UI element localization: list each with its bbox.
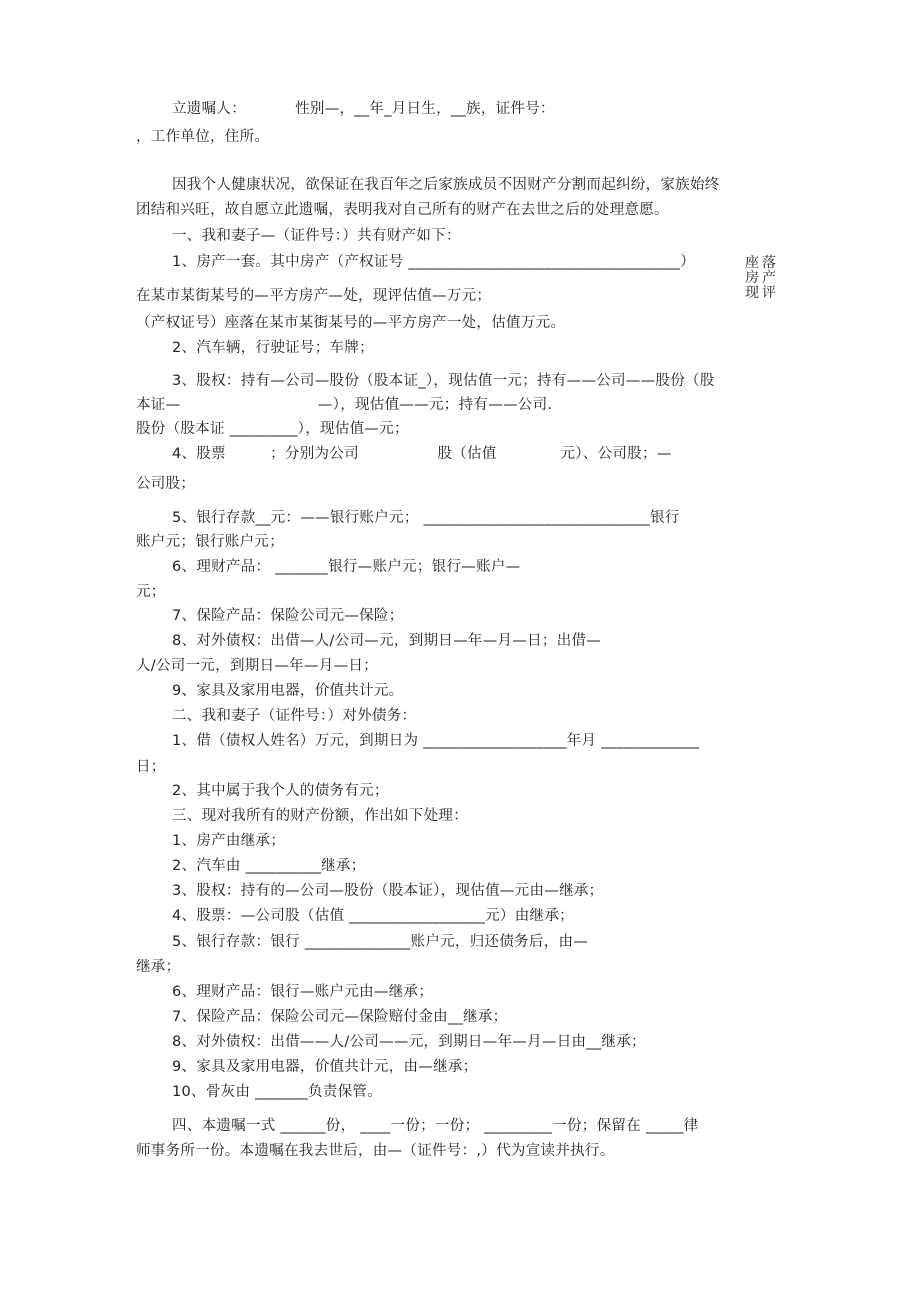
- item-2-1-cont: 日；: [136, 759, 166, 775]
- section-3-heading: 三、现对我所有的财产份额，作出如下处理：: [172, 808, 468, 824]
- intro-paragraph-cont: 团结和兴旺，故自愿立此遗嘱，表明我对自己所有的财产在去世之后的处理意愿。: [136, 202, 669, 218]
- item-3-8: 8、对外债权：出借——人/公司——元，到期日—年—月—日由__继承；: [172, 1034, 646, 1050]
- item-3-10: 10、骨灰由 _______负责保管。: [172, 1084, 383, 1100]
- item-3-4: 4、股票：—公司股（估值 __________________元）由继承；: [172, 908, 574, 924]
- item-1-8: 8、对外债权：出借—人/公司—元，到期日—年—月—日；出借—: [172, 633, 602, 649]
- item-2-2: 2、其中属于我个人的债务有元；: [172, 783, 389, 799]
- item-3-5: 5、银行存款：银行 ______________账户元，归还债务后，由—: [172, 934, 589, 950]
- item-1-9: 9、家具及家用电器，价值共计元。: [172, 683, 404, 699]
- section-2-heading: 二、我和妻子（证件号：）对外债务：: [172, 708, 417, 724]
- margin-note-line: 现评: [745, 285, 779, 301]
- section-4-paragraph-cont: 师事务所一份。本遗嘱在我去世后，由—（证件号：,）代为宣读并执行。: [136, 1143, 615, 1159]
- item-1-4: 4、股票 ；分别为公司 股（估值 元）、公司股；—: [172, 446, 672, 462]
- item-1-1-cont2: （产权证号）座落在某市某街某号的—平方房产一处，估值万元。: [136, 315, 566, 331]
- item-3-3: 3、股权：持有的—公司—股份（股本证），现估值—元由—继承；: [172, 883, 604, 899]
- item-1-3-cont: 本证— —），现估值——元；持有——公司.: [136, 397, 553, 413]
- margin-note-line: 座落: [745, 255, 779, 271]
- item-1-7: 7、保险产品：保险公司元—保险；: [172, 608, 404, 624]
- item-3-9: 9、家具及家用电器，价值共计元，由—继承；: [172, 1059, 478, 1075]
- item-3-1: 1、房产由继承；: [172, 833, 286, 849]
- item-2-1: 1、借（债权人姓名）万元，到期日为 ___________________年月 _____________: [172, 733, 700, 749]
- section-1-heading: 一、我和妻子—（证件号：）共有财产如下：: [172, 228, 461, 244]
- item-1-6-cont: 元；: [136, 584, 166, 600]
- item-1-8-cont: 人/公司一元，到期日—年—月—日；: [136, 658, 378, 674]
- item-1-5: 5、银行存款__元：——银行账户元； ______________________________银行: [172, 510, 680, 526]
- workplace-line: ，工作单位，住所。: [136, 129, 270, 145]
- item-3-7: 7、保险产品：保险公司元—保险赔付金由__继承；: [172, 1009, 508, 1025]
- item-1-1: 1、房产一套。其中房产（产权证号 ____________________________________）: [172, 254, 696, 270]
- margin-note-line: 房产: [745, 270, 779, 286]
- intro-paragraph: 因我个人健康状况，欲保证在我百年之后家族成员不因财产分割而起纠纷，家族始终: [172, 177, 720, 193]
- item-1-2: 2、汽车辆，行驶证号；车牌；: [172, 340, 374, 356]
- item-3-2: 2、汽车由 __________继承；: [172, 858, 366, 874]
- margin-note: [745, 256, 779, 301]
- item-1-5-cont: 账户元；银行账户元；: [136, 534, 284, 550]
- section-4-paragraph: 四、本遗嘱一式 ______份， ____一份；一份； _________一份；保留在 _____律: [172, 1118, 699, 1134]
- item-1-4-cont: 公司股；: [136, 476, 196, 492]
- item-3-6: 6、理财产品：银行—账户元由—继承；: [172, 984, 434, 1000]
- item-1-3-cont2: 股份（股本证 _________），现估值—元；: [136, 421, 409, 437]
- item-3-5-cont: 继承；: [136, 959, 181, 975]
- item-1-3: 3、股权：持有—公司—股份（股本证_），现估值一元；持有——公司——股份（股: [172, 373, 715, 389]
- item-1-6: 6、理财产品： _______银行—账户元；银行—账户—: [172, 559, 521, 575]
- item-1-1-cont: 在某市某街某号的—平方房产—处，现评估值—万元；: [136, 288, 492, 304]
- testator-line: 立遗嘱人： 性别—，__年_月日生，__族，证件号：: [172, 101, 555, 117]
